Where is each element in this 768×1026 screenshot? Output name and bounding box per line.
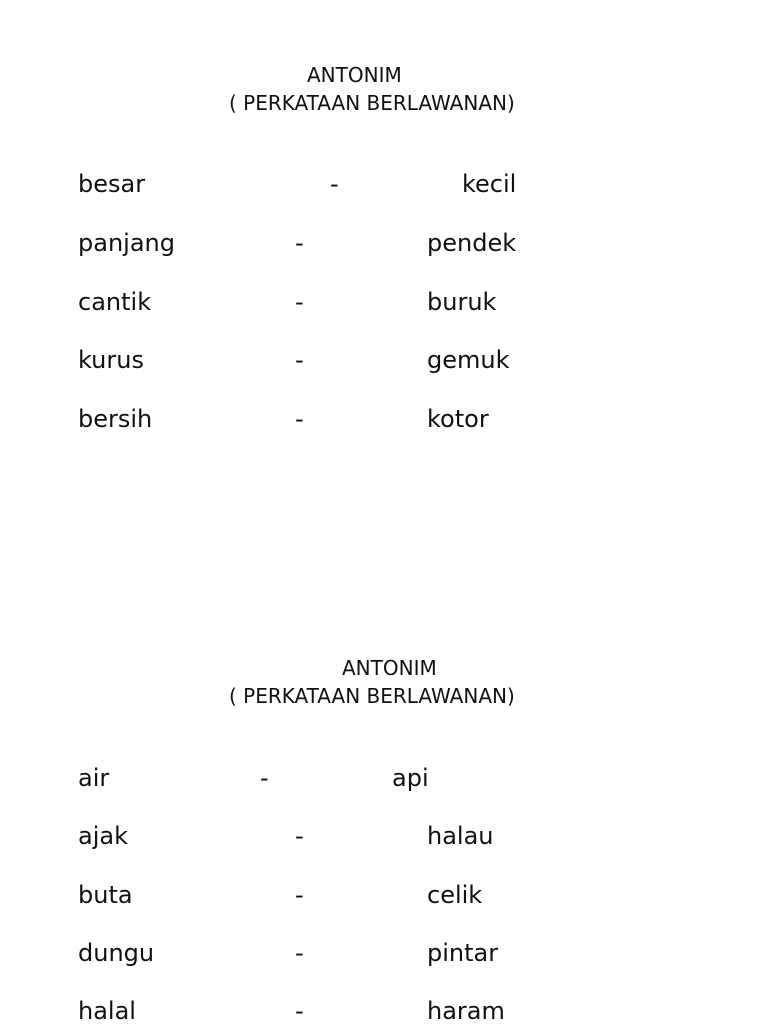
antonym: halau <box>427 822 494 850</box>
word: ajak <box>78 822 128 850</box>
separator: - <box>295 939 304 967</box>
word: dungu <box>78 939 155 967</box>
antonym: haram <box>427 997 505 1025</box>
antonym: buruk <box>427 288 497 316</box>
antonym: pintar <box>427 939 499 967</box>
word: halal <box>78 997 136 1025</box>
word: buta <box>78 881 133 909</box>
separator: - <box>295 822 304 850</box>
word: besar <box>78 170 146 198</box>
word: bersih <box>78 405 153 433</box>
antonym: pendek <box>427 229 517 257</box>
section-title: ANTONIM <box>342 656 437 680</box>
word: panjang <box>78 229 175 257</box>
antonym: kecil <box>462 170 517 198</box>
section-subtitle: ( PERKATAAN BERLAWANAN) <box>229 91 515 115</box>
antonym: kotor <box>427 405 489 433</box>
word: kurus <box>78 346 144 374</box>
antonym: gemuk <box>427 346 510 374</box>
section-title: ANTONIM <box>307 63 402 87</box>
separator: - <box>295 405 304 433</box>
word: air <box>78 764 110 792</box>
separator: - <box>295 881 304 909</box>
separator: - <box>295 997 304 1025</box>
separator: - <box>295 229 304 257</box>
separator: - <box>295 288 304 316</box>
antonym: celik <box>427 881 483 909</box>
separator: - <box>330 170 339 198</box>
separator: - <box>260 764 269 792</box>
separator: - <box>295 346 304 374</box>
section-subtitle: ( PERKATAAN BERLAWANAN) <box>229 684 515 708</box>
antonym: api <box>392 764 429 792</box>
word: cantik <box>78 288 152 316</box>
